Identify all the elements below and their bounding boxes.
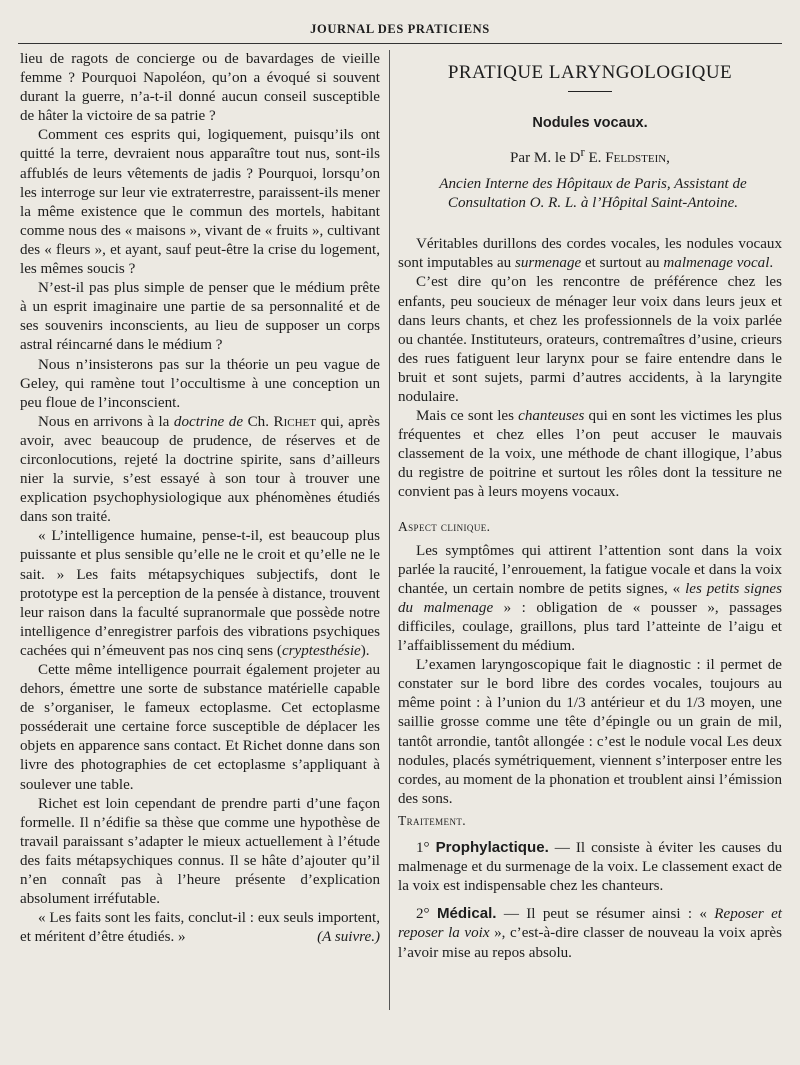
paragraph-medical: 2° Médical. — Il peut se résumer ainsi : « Reposer et reposer la voix », c’est-à-dire classer de nouveau la voix après l’avoir mise au repos absolu.	[398, 905, 782, 961]
paragraph: N’est-il pas plus simple de penser que le médium prête à un esprit imaginaire une partie de sa personnalité et de ses souvenirs inconscients, au lieu de supposer un corps astral réincarné dans le médium ?	[20, 280, 380, 354]
paragraph: C’est dire qu’on les rencontre de préférence chez les enfants, peu soucieux de ménager leur voix dans leurs jeux et dans leurs chants, et chez les professionnels de la voix parlée ou chantée. Instituteurs, orateurs, contremaîtres d’usine, crieurs des rues fatiguent leur larynx pour se faire entendre dans le bruit et sont sujets, parmi d’autres accidents, à la laryngite nodulaire.	[398, 274, 782, 405]
paragraph: Mais ce sont les chanteuses qui en sont les victimes les plus fréquentes et chez elles l’on peut accuser le mauvais classement de la voix, une méthode de chant illogique, l’abus du registre de poitrine et surtout les rôles dont la tessiture ne convient pas à leurs moyens vocaux.	[398, 408, 782, 501]
subheading-clinical: Aspect clinique.	[398, 518, 491, 534]
paragraph-quote: « L’intelligence humaine, pense-t-il, est beaucoup plus puissante et plus sensible qu’elle ne le croit et qu’elle ne le sait. » Les faits métapsychiques subjectifs, dont le prototype est la perception de la pensée à distance, trouvent leur raison dans la faculté supranormale que possède notre intelligence d’enregistrer parfois des vibrations psychiques cachées qui n’émeuvent pas nos cinq sens (cryptesthésie).	[20, 528, 380, 659]
paragraph-prophylactic: 1° Prophylactique. — Il consiste à éviter les causes du malmenage et du surmenage de la voix. Le classement exact de la voix est indispensable chez les chanteurs.	[398, 839, 782, 895]
right-column	[398, 50, 782, 963]
column-divider	[389, 50, 390, 1010]
to-be-continued: (A suivre.)	[317, 929, 380, 946]
paragraph: L’examen laryngoscopique fait le diagnostic : il permet de constater sur le bord libre des cordes vocales, toujours au même point : à l’union du 1/3 antérieur et du 1/3 moyen, une saillie grosse comme une tête d’épingle ou un grain de mil, tantôt arrondie, tantôt allongée : c’est le nodule vocal Les deux nodules, placés symétriquement, viennent s’interposer entre les cordes, au moment de la phonation et troublent ainsi l’émission des sons.	[398, 657, 782, 807]
paragraph-richet-doctrine: Nous en arrivons à la doctrine de Ch. Richet qui, après avoir, avec beaucoup de prudence, de réserves et de circonlocutions, rejeté la doctrine spirite, sans d’ailleurs nier la survie, s’est essayé à son tour à trouver une explication psychophysiologique aux phénomènes étudiés dans son traité.	[20, 413, 380, 526]
paragraph: Richet est loin cependant de prendre parti d’une façon formelle. Il n’édifie sa thèse que comme une hypothèse de travail paraissant s’adapter le mieux actuellement à l’étude des faits métapsychiques connus. Il se hâte d’ajouter qu’il n’en connaît pas à l’heure présente d’explication absolument irréfutable.	[20, 795, 380, 908]
running-header: JOURNAL DES PRATICIENS	[310, 22, 490, 36]
paragraph-intro: Véritables durillons des cordes vocales, les nodules vocaux sont imputables au surmenage et surtout au malmenage vocal.	[398, 236, 782, 272]
paragraph-conclusion: « Les faits sont les faits, conclut-il : eux seuls importent, et méritent d’être étudiés. » (A suivre.)	[20, 909, 380, 947]
paragraph: Cette même intelligence pourrait également projeter au dehors, émettre une sorte de substance matérielle capable de s’organiser, le fameux ectoplasme. Cet ectoplasme posséderait une certaine force susceptible de déplacer les objets en apparence sans contact. Et Richet donne dans son livre des photographies de cet ectoplasme s’appliquant à soulever une table.	[20, 662, 380, 793]
author-affiliation: Ancien Interne des Hôpitaux de Paris, Assistant de Consultation O. R. L. à l’Hôpital Saint-Antoine.	[439, 176, 747, 212]
paragraph: Les symptômes qui attirent l’attention sont dans la voix parlée la raucité, l’enrouement, la fatigue vocale et dans la voix chantée, un certain nombre de petits signes, « les petits signes du malmenage » : obligation de « pousser », passages difficiles, coulage, graillons, plus tard l’atteinte de l’aigu et l’affaiblissement du médium.	[398, 542, 782, 655]
paragraph: Nous n’insisterons pas sur la théorie un peu vague de Geley, qui ramène tout l’occultisme à une conception un peu floue de l’inconscient.	[20, 356, 380, 411]
paragraph: lieu de ragots de concierge ou de bavardages de vieille femme ? Pourquoi Napoléon, qu’on a évoqué si souvent durant la guerre, n’a-t-il donné aucun conseil susceptible de hâter la victoire de sa patrie ?	[20, 51, 380, 125]
subheading-treatment: Traitement.	[398, 812, 467, 828]
section-rule	[568, 91, 612, 92]
paragraph: Comment ces esprits qui, logiquement, puisqu’ils ont quitté la terre, devraient nous apparaître tout nus, sont-ils affublés de leurs vêtements de jadis ? Pourquoi, lorsqu’on les interroge sur leur vie extraterrestre, paraissent-ils mener la même existence que le commun des mortels, habitant comme nous des « maisons », vivant de « fruits », cultivant des « fleurs », et ayant, sauf peut-être la crise du logement, les mêmes soucis ?	[20, 127, 380, 278]
article-title: Nodules vocaux.	[532, 115, 648, 131]
section-title: PRATIQUE LARYNGOLOGIQUE	[447, 62, 733, 83]
left-column	[20, 50, 380, 947]
header-rule	[18, 43, 782, 44]
byline: Par M. le $D^r$ E. Feldstein,	[510, 145, 670, 167]
